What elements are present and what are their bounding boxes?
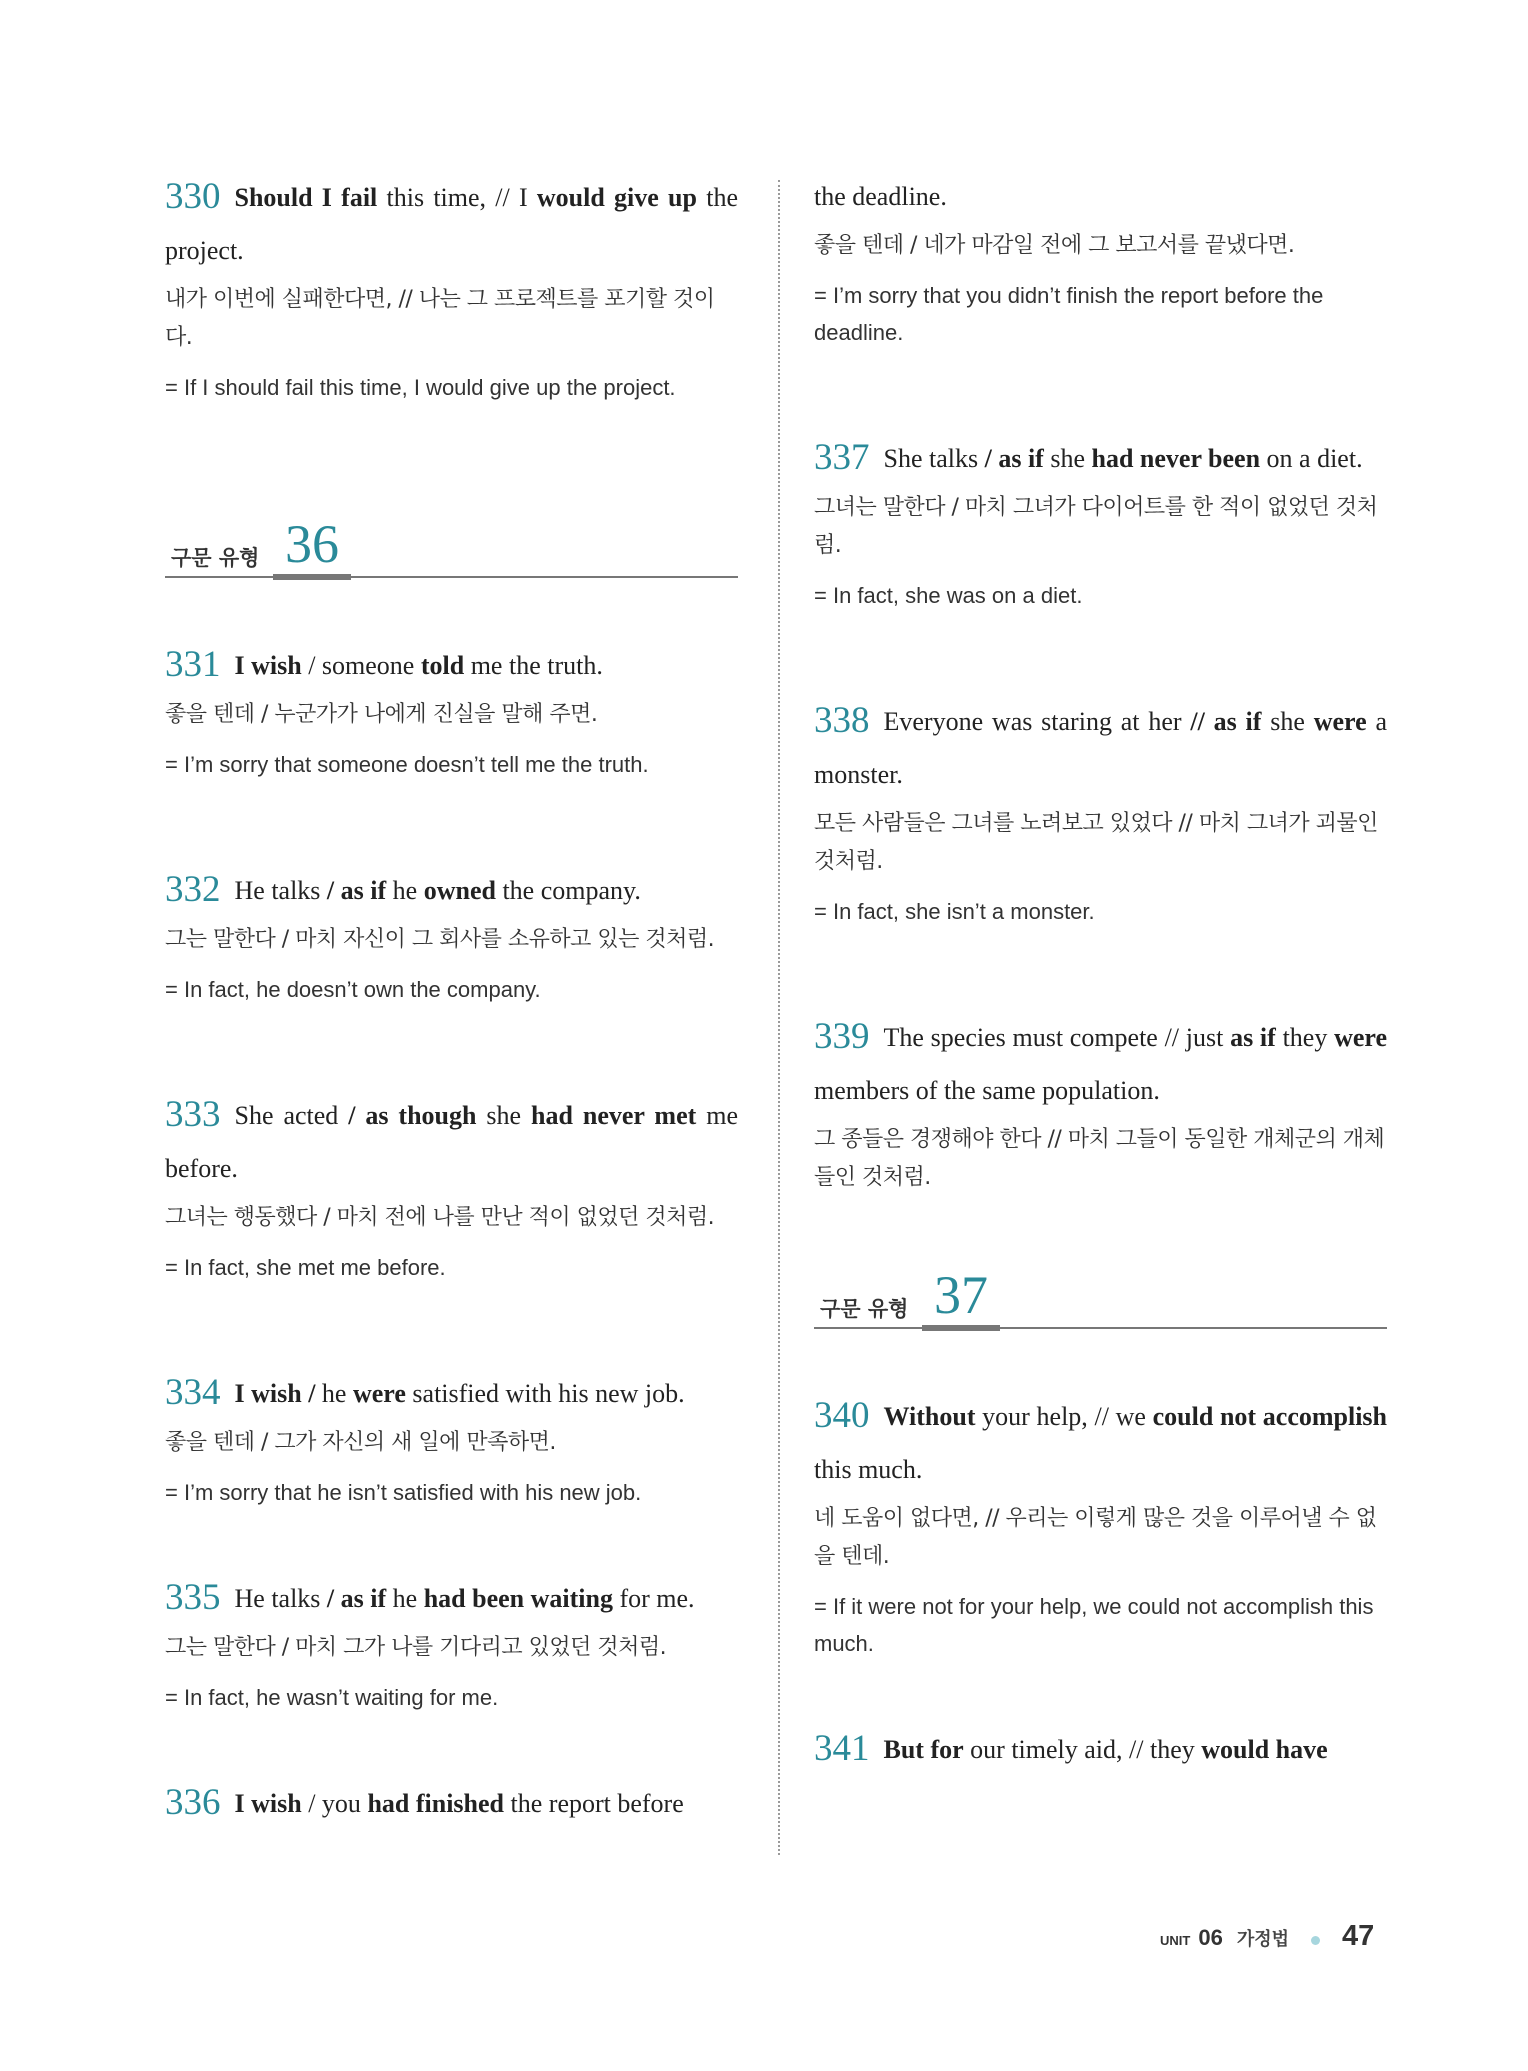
left-column (165, 170, 738, 1910)
entry-336 (165, 1776, 738, 1830)
paraphrase: = In fact, she isn’t a monster. (814, 899, 1095, 924)
paraphrase: = In fact, he wasn’t waiting for me. (165, 1685, 499, 1710)
unit-number: 06 (1198, 1925, 1223, 1950)
korean-translation: 그 종들은 경쟁해야 한다 // 마치 그들이 동일한 개체군의 개체들인 것처럼. (814, 1127, 1385, 1190)
paraphrase: = In fact, she met me before. (165, 1255, 446, 1280)
paraphrase: = I’m sorry that you didn’t finish the report before the deadline. (814, 283, 1324, 345)
english-sentence: 330 Should I fail this time, // I would give up the project. (165, 176, 738, 265)
english-sentence (165, 1088, 738, 1195)
entry-337 (814, 431, 1387, 614)
korean-translation: 그녀는 말한다 / 마치 그녀가 다이어트를 한 적이 없었던 것처럼. (814, 495, 1378, 558)
paraphrase: = If I should fail this time, I would give up the project. (165, 375, 676, 400)
sentence-text: I wish / he were satisfied with his new job. (234, 1379, 685, 1408)
bold-phrase: would give up (536, 183, 697, 212)
english-sentence (165, 1571, 738, 1625)
column-divider (778, 180, 780, 1855)
entry-335 (165, 1571, 738, 1716)
sentence-text: But for our timely aid, // they would have (883, 1735, 1328, 1764)
english-sentence-continued: the deadline. (814, 182, 947, 211)
entry-number: 337 (814, 437, 870, 478)
entry-number: 330 (165, 176, 221, 217)
english-sentence (165, 1366, 738, 1420)
separator-dot-icon (1311, 1936, 1320, 1945)
entry-number: 331 (165, 644, 221, 685)
entry-332 (165, 863, 738, 1008)
entry-341 (814, 1722, 1387, 1776)
entry-number: 340 (814, 1395, 870, 1436)
page-number: 47 (1342, 1920, 1375, 1952)
korean-translation: 좋을 텐데 / 그가 자신의 새 일에 만족하면. (165, 1430, 556, 1455)
section-number: 37 (922, 1265, 1000, 1331)
english-sentence (814, 1389, 1387, 1496)
english-sentence (814, 694, 1387, 801)
korean-translation: 그는 말한다 / 마치 자신이 그 회사를 소유하고 있는 것처럼. (165, 927, 715, 952)
paraphrase: = If it were not for your help, we could not accomplish this much. (814, 1594, 1374, 1656)
sentence-text: I wish / you had finished the report before (234, 1789, 684, 1818)
chapter-title: 가정법 (1236, 1929, 1289, 1950)
entry-331 (165, 638, 738, 783)
entry-338 (814, 694, 1387, 930)
sentence-text: The species must compete // just as if they were members of the same population. (814, 1023, 1388, 1105)
section-header-37 (814, 1257, 1387, 1329)
english-sentence (165, 1776, 738, 1830)
sentence-text: He talks / as if he owned the company. (234, 876, 641, 905)
sentence-text: He talks / as if he had been waiting for me. (234, 1584, 695, 1613)
entry-336-continued (814, 170, 1387, 351)
english-sentence (814, 431, 1387, 485)
section-label: 구문 유형 (820, 1297, 909, 1321)
korean-translation: 내가 이번에 실패한다면, // 나는 그 프로젝트를 포기할 것이다. (165, 287, 715, 350)
sentence-text: She acted / as though she had never met me before. (165, 1101, 738, 1183)
entry-number: 335 (165, 1577, 221, 1618)
korean-translation: 좋을 텐데 / 네가 마감일 전에 그 보고서를 끝냈다면. (814, 233, 1295, 258)
section-label: 구문 유형 (171, 546, 260, 570)
entry-334 (165, 1366, 738, 1511)
right-column (814, 170, 1387, 1856)
page-footer (1160, 1920, 1390, 1960)
entry-number: 332 (165, 869, 221, 910)
entry-340 (814, 1389, 1387, 1662)
entry-number: 339 (814, 1016, 870, 1057)
paraphrase: = I’m sorry that someone doesn’t tell me the truth. (165, 752, 649, 777)
entry-number: 336 (165, 1782, 221, 1823)
sentence-text: Without your help, // we could not accomplish this much. (814, 1402, 1388, 1484)
entry-number: 341 (814, 1728, 870, 1769)
sentence-text: I wish / someone told me the truth. (234, 651, 603, 680)
korean-translation: 모든 사람들은 그녀를 노려보고 있었다 // 마치 그녀가 괴물인 것처럼. (814, 811, 1378, 874)
section-number: 36 (273, 514, 351, 580)
unit-label: UNIT (1160, 1933, 1191, 1948)
korean-translation: 그녀는 행동했다 / 마치 전에 나를 만난 적이 없었던 것처럼. (165, 1205, 715, 1230)
entry-339 (814, 1010, 1387, 1197)
sentence-text: Everyone was staring at her // as if she were a monster. (814, 707, 1387, 789)
entry-330 (165, 170, 738, 406)
english-sentence (814, 1010, 1387, 1117)
english-sentence (165, 863, 738, 917)
korean-translation: 좋을 텐데 / 누군가가 나에게 진실을 말해 주면. (165, 702, 598, 727)
english-sentence (814, 1722, 1387, 1776)
entry-333 (165, 1088, 738, 1286)
entry-number: 333 (165, 1094, 221, 1135)
paraphrase: = I’m sorry that he isn’t satisfied with his new job. (165, 1480, 642, 1505)
korean-translation: 네 도움이 없다면, // 우리는 이렇게 많은 것을 이루어낼 수 없을 텐데. (814, 1506, 1377, 1569)
paraphrase: = In fact, he doesn’t own the company. (165, 977, 541, 1002)
bold-phrase: Should I fail (234, 183, 378, 212)
korean-translation: 그는 말한다 / 마치 그가 나를 기다리고 있었던 것처럼. (165, 1635, 667, 1660)
paraphrase: = In fact, she was on a diet. (814, 583, 1083, 608)
entry-number: 338 (814, 700, 870, 741)
entry-number: 334 (165, 1372, 221, 1413)
section-header-36 (165, 506, 738, 578)
english-sentence (165, 638, 738, 692)
sentence-text: She talks / as if she had never been on a diet. (883, 444, 1363, 473)
